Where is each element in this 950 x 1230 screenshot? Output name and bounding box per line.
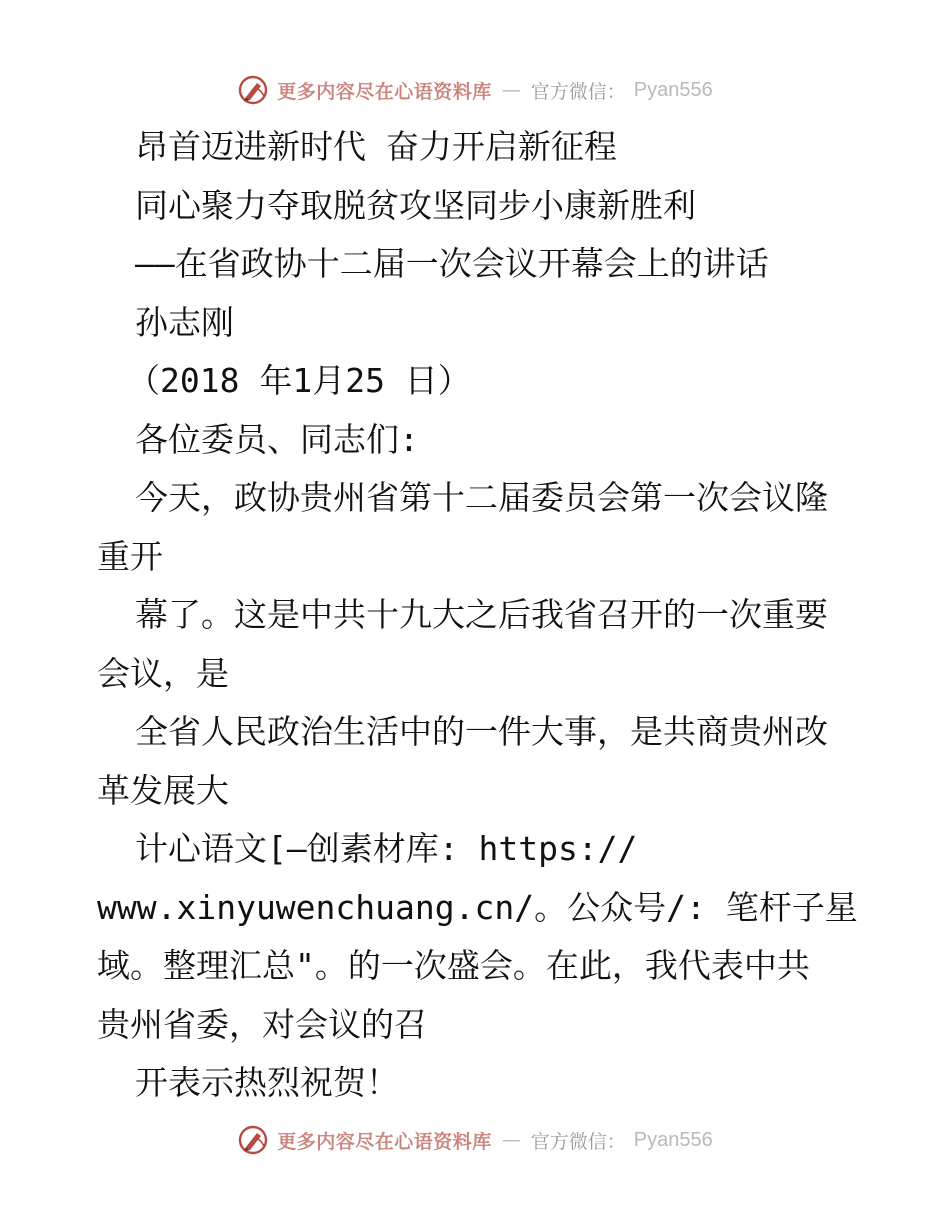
subtitle-line: ——在省政协十二届一次会议开幕会上的讲话 [135, 244, 769, 283]
watermark-content [237, 74, 713, 106]
paragraph-line: 域。整理汇总"。的一次盛会。在此，我代表中共 [97, 946, 810, 985]
date-line: （2018 年1月25 日） [127, 361, 471, 400]
header-watermark-banner [0, 70, 950, 110]
watermark-main-text: 更多内容尽在心语资料库 [277, 80, 492, 103]
document-body [97, 118, 857, 1113]
title-line-1: 昂首迈进新时代 奋力开启新征程 [135, 127, 617, 166]
watermark-separator: — [501, 1129, 521, 1151]
watermark-wechat-id: Pyan556 [633, 78, 713, 101]
paragraph-line: 全省人民政治生活中的一件大事，是共商贵州改 [135, 712, 828, 751]
title-line-2: 同心聚力夺取脱贫攻坚同步小康新胜利 [135, 185, 696, 225]
paragraph-line: 计心语文[—创素材库: https:// [135, 829, 638, 868]
footer-watermark-banner [0, 1120, 950, 1160]
watermark-label: 官方微信： [530, 1130, 626, 1153]
paragraph-line: 会议，是 [97, 653, 229, 693]
paragraph-line: 幕了。这是中共十九大之后我省召开的一次重要 [135, 595, 828, 634]
watermark-wechat-id: Pyan556 [633, 1128, 713, 1151]
watermark-main-text: 更多内容尽在心语资料库 [277, 1130, 492, 1153]
author-line: 孙志刚 [135, 302, 234, 342]
paragraph-line: 开表示热烈祝贺！ [135, 1063, 399, 1102]
watermark-label: 官方微信： [530, 80, 626, 103]
paragraph-line: 今天，政协贵州省第十二届委员会第一次会议隆 [135, 478, 828, 517]
pen-logo-icon [237, 1124, 269, 1156]
paragraph-line: 贵州省委，对会议的召 [97, 1004, 427, 1044]
salutation-line: 各位委员、同志们: [135, 419, 419, 459]
paragraph-line: 重开 [97, 536, 163, 576]
watermark-content [237, 1124, 713, 1156]
watermark-separator: — [501, 79, 521, 101]
paragraph-line: 革发展大 [97, 770, 229, 810]
paragraph-line: www.xinyuwenchuang.cn/。公众号/: 笔杆子星 [97, 887, 858, 927]
pen-logo-icon [237, 74, 269, 106]
